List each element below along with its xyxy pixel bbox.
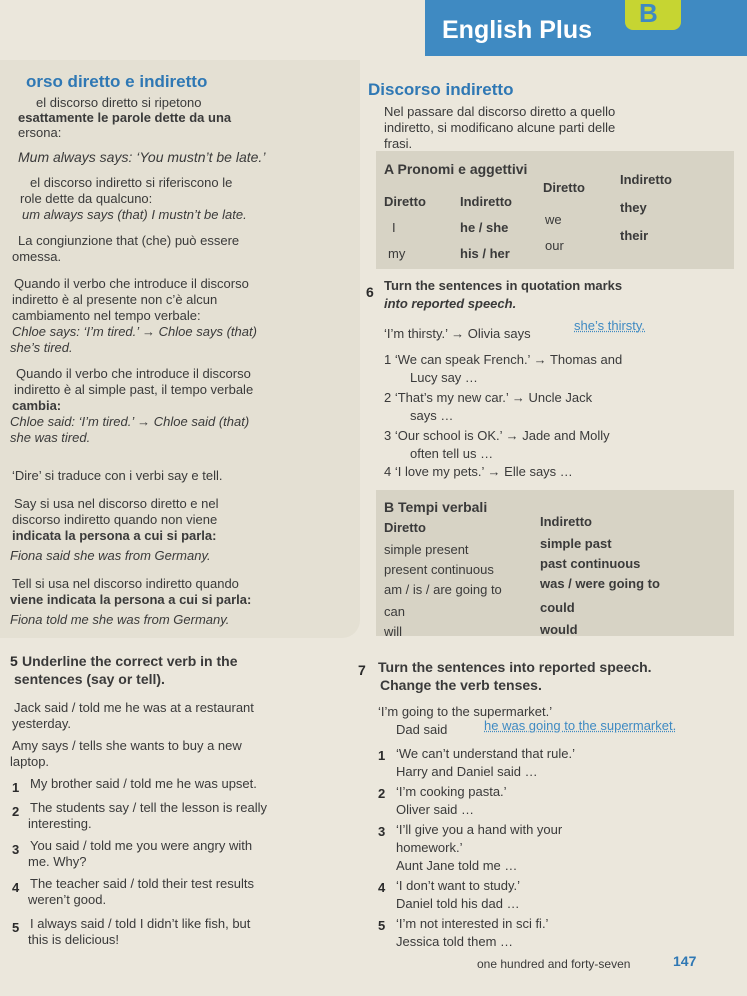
left-ex8: Fiona told me she was from Germany. [10,612,230,627]
left-p4a: Quando il verbo che introduce il discorso [14,276,249,291]
left-p8b: viene indicata la persona a cui si parla: [10,592,252,607]
ex6-item-2b: says … [410,408,454,423]
ex5-item-5-num: 5 [12,920,20,935]
left-ex1: Mum always says: ‘You mustn’t be late.’ [18,149,266,165]
pron2-2-indirect: their [620,228,649,243]
left-p6: ‘Dire’ si traduce con i verbi say e tell. [12,468,223,483]
ex5-title-2: sentences (say or tell). [14,671,165,687]
ex6-model-answer: she’s thirsty. [574,318,646,333]
ex7-model-answer: he was going to the supermarket. [484,718,677,733]
pron2-1-indirect: they [620,200,647,215]
pron2-2-direct: our [545,238,564,253]
tense-2-direct: present continuous [384,562,494,577]
left-p5c: cambia: [12,398,62,413]
ex5-model-1b: yesterday. [12,716,72,731]
ex5-title: Underline the correct verb in the [22,653,238,669]
tenses-title: B Tempi verbali [384,499,488,515]
ex6-item-4: 4 ‘I love my pets.’ → Elle says … [384,464,573,479]
ex5-item-5: I always said / told I didn’t like fish, but [30,916,251,931]
ex5-item-1: My brother said / told me he was upset. [30,776,257,791]
ex6-model: ‘I’m thirsty.’ → Olivia says [384,326,531,341]
left-p5b: indiretto è al simple past, il tempo verbale [14,382,254,397]
ex7-item-3c: Aunt Jane told me … [396,858,518,873]
ex5-item-2: The students say / tell the lesson is really [30,800,268,815]
left-ex2: um always says (that) I mustn’t be late. [22,207,247,222]
ex7-item-4-num: 4 [378,880,386,895]
ex7-number: 7 [358,662,366,678]
ex7-item-4: ‘I don’t want to study.’ [396,878,521,893]
ex5-number: 5 [10,653,18,669]
left-ex4b: she’s tired. [10,340,73,355]
tense-1-direct: simple present [384,542,469,557]
tense-1-indirect: simple past [540,536,612,551]
left-p3a: La congiunzione that (che) può essere [18,233,240,248]
left-heading: orso diretto e indiretto [26,72,208,91]
ex7-item-5: ‘I’m not interested in sci fi.’ [396,916,549,931]
ex7-item-1: ‘We can’t understand that rule.’ [396,746,575,761]
ex5-item-3b: me. Why? [28,854,87,869]
tense-3-direct: am / is / are going to [384,582,502,597]
pron-head-direct: Diretto [384,194,426,209]
ex5-item-4-num: 4 [12,880,20,895]
ex7-item-2-num: 2 [378,786,386,801]
left-ex5a: Chloe said: ‘I’m tired.’ → Chloe said (that) [10,414,250,429]
ex6-item-3: 3 ‘Our school is OK.’ → Jade and Molly [384,428,610,443]
pron-1-indirect: he / she [460,220,509,235]
ex7-model: ‘I’m going to the supermarket.’ [378,704,553,719]
tense-4-direct: can [384,604,405,619]
ex6-title: Turn the sentences in quotation marks [384,278,623,293]
ex7-item-3-num: 3 [378,824,386,839]
ex5-item-1-num: 1 [12,780,20,795]
left-ex4a: Chloe says: ‘I’m tired.’ → Chloe says (that) [12,324,257,339]
left-p8a: Tell si usa nel discorso indiretto quando [12,576,239,591]
pron-1-direct: I [392,220,396,235]
left-p5a: Quando il verbo che introduce il discorso [16,366,251,381]
ex5-item-4: The teacher said / told their test results [30,876,254,891]
left-p3b: omessa. [12,249,62,264]
ex7-model-b: Dad said [396,722,448,737]
right-b1b: indiretto, si modificano alcune parti delle [384,120,616,135]
ex7-item-2: ‘I’m cooking pasta.’ [396,784,507,799]
ex7-item-2b: Oliver said … [396,802,475,817]
ex7-title-2: Change the verb tenses. [380,677,542,693]
left-p2a: el discorso indiretto si riferiscono le [30,175,233,190]
tense-head-indirect: Indiretto [540,514,592,529]
ex5-item-3-num: 3 [12,842,20,857]
left-p1a: el discorso diretto si ripetono [36,95,202,110]
left-p1b: esattamente le parole dette da una [18,110,232,125]
left-p4c: cambiamento nel tempo verbale: [12,308,201,323]
tense-3-indirect: was / were going to [540,576,660,591]
pron2-head-indirect: Indiretto [620,172,672,187]
ex6-item-3b: often tell us … [410,446,494,461]
tense-head-direct: Diretto [384,520,426,535]
ex5-item-2-num: 2 [12,804,20,819]
tense-4-indirect: could [540,600,575,615]
ex7-item-3: ‘I’ll give you a hand with your [396,822,563,837]
pron-2-indirect: his / her [460,246,510,261]
ex6-item-1: 1 ‘We can speak French.’ → Thomas and [384,352,623,367]
unit-letter: B [639,0,658,28]
ex5-item-5b: this is delicious! [28,932,120,947]
left-p2b: role dette da qualcuno: [20,191,153,206]
left-ex7: Fiona said she was from Germany. [10,548,211,563]
ex5-item-2b: interesting. [28,816,92,831]
ex7-item-5-num: 5 [378,918,386,933]
ex7-title: Turn the sentences into reported speech. [378,659,652,675]
left-p7a: Say si usa nel discorso diretto e nel [14,496,219,511]
pron2-1-direct: we [545,212,562,227]
ex7-item-5b: Jessica told them … [396,934,514,949]
pron-head-indirect: Indiretto [460,194,512,209]
footer-page-words: one hundred and forty-seven [477,957,631,971]
ex6-number: 6 [366,284,374,300]
ex5-item-4b: weren’t good. [28,892,107,907]
ex6-item-1b: Lucy say … [410,370,478,385]
ex7-item-3b: homework.’ [396,840,463,855]
left-p7c: indicata la persona a cui si parla: [12,528,217,543]
ex5-item-3: You said / told me you were angry with [30,838,253,853]
left-p4b: indiretto è al presente non c’è alcun [12,292,218,307]
ex5-model-2: Amy says / tells she wants to buy a new [12,738,242,753]
right-b1a: Nel passare dal discorso diretto a quello [384,104,616,119]
ex7-item-1-num: 1 [378,748,386,763]
pron2-head-direct: Diretto [543,180,585,195]
ex7-item-1b: Harry and Daniel said … [396,764,538,779]
ex5-model-1: Jack said / told me he was at a restaurant [14,700,254,715]
tense-5-direct: will [384,624,403,639]
pronouns-title: A Pronomi e aggettivi [384,161,528,177]
ex6-subtitle: into reported speech. [384,296,517,311]
left-p1c: ersona: [18,125,62,140]
ex6-item-2: 2 ‘That’s my new car.’ → Uncle Jack [384,390,593,405]
left-p7b: discorso indiretto quando non viene [12,512,218,527]
ex5-model-2b: laptop. [10,754,50,769]
right-heading: Discorso indiretto [368,80,514,99]
tense-5-indirect: would [540,622,578,637]
page-number: 147 [673,953,697,969]
book-title: English Plus [442,16,593,44]
right-b1c: frasi. [384,136,413,151]
left-ex5b: she was tired. [10,430,91,445]
tense-2-indirect: past continuous [540,556,641,571]
ex7-item-4b: Daniel told his dad … [396,896,520,911]
pron-2-direct: my [388,246,406,261]
